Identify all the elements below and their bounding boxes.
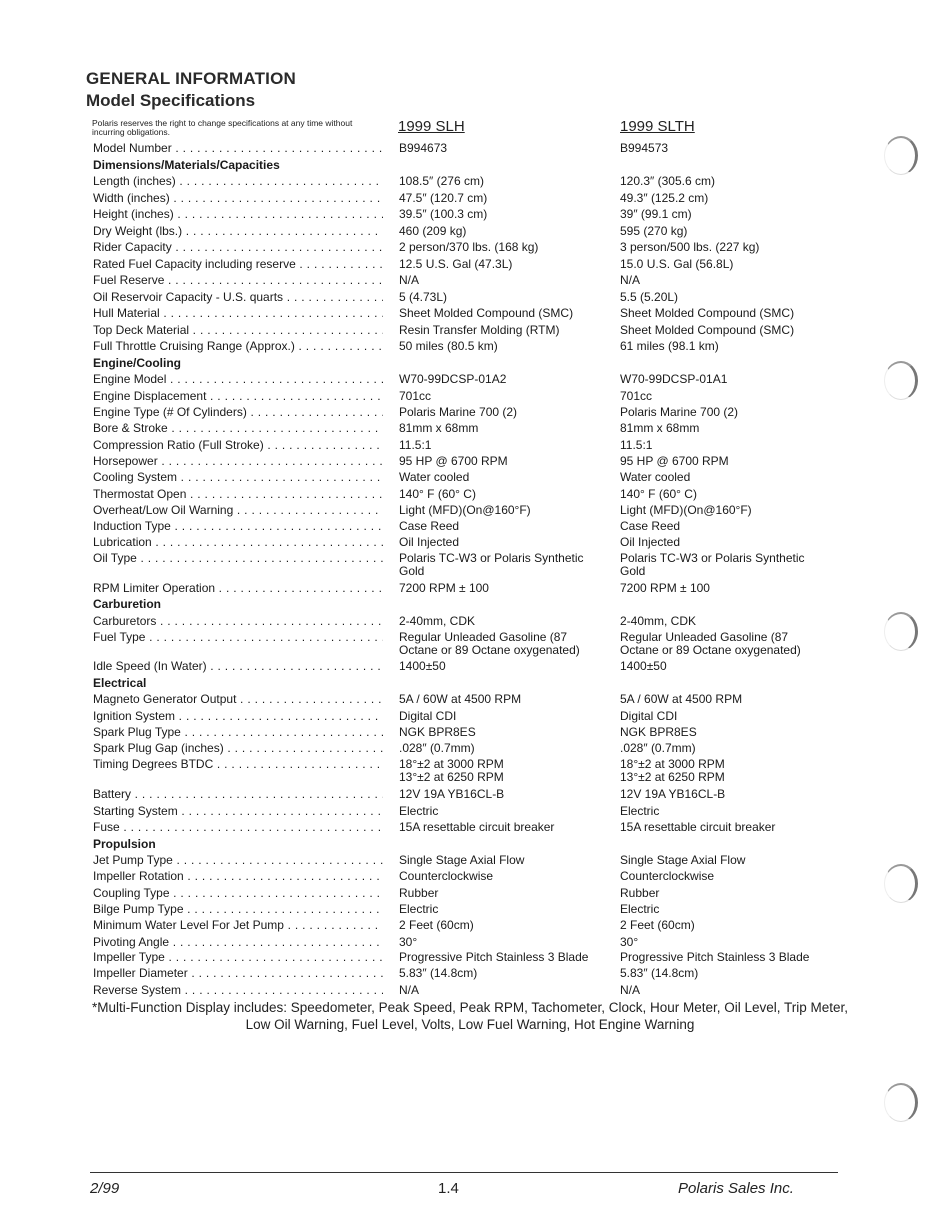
- spec-value-slh: 50 miles (80.5 km): [399, 339, 498, 353]
- spec-label: Induction Type . . .: [93, 520, 383, 533]
- spec-label: Pivoting Angle . . .: [93, 936, 383, 949]
- spec-value-slth: Electric: [620, 902, 660, 916]
- spec-value-slth: 30°: [620, 935, 639, 949]
- binder-hole: [884, 136, 918, 175]
- spec-value-slh: 95 HP @ 6700 RPM: [399, 454, 508, 468]
- section-heading: Carburetion: [93, 597, 162, 611]
- spec-label: Starting System . . .: [93, 805, 383, 818]
- spec-value-slth: .028″ (0.7mm): [620, 741, 696, 755]
- spec-value-slh: 5 (4.73L): [399, 290, 448, 304]
- spec-value-slth: 140° F (60° C): [620, 487, 697, 501]
- spec-value-slh: Resin Transfer Molding (RTM): [399, 323, 560, 337]
- spec-value-slh: Polaris Marine 700 (2): [399, 405, 518, 419]
- spec-value-slh: 47.5″ (120.7 cm): [399, 191, 488, 205]
- spec-label: Top Deck Material . . .: [93, 324, 383, 337]
- spec-value-slth: 7200 RPM ± 100: [620, 581, 710, 595]
- spec-value-slth: Water cooled: [620, 470, 691, 484]
- spec-value-slh: .028″ (0.7mm): [399, 741, 475, 755]
- spec-label: RPM Limiter Operation . . .: [93, 582, 383, 595]
- spec-value-slh: N/A: [399, 983, 420, 997]
- spec-label: Full Throttle Cruising Range (Approx.) . . .: [93, 340, 383, 353]
- spec-value-slh: 2 Feet (60cm): [399, 918, 474, 932]
- spec-value-slh: Water cooled: [399, 470, 470, 484]
- spec-label: Length (inches) . . .: [93, 175, 383, 188]
- spec-label: Timing Degrees BTDC . . .: [93, 758, 383, 771]
- spec-value-slth: 11.5:1: [620, 438, 653, 452]
- binder-hole: [884, 612, 918, 651]
- spec-value-slth: Single Stage Axial Flow: [620, 853, 746, 867]
- spec-value-slh: NGK BPR8ES: [399, 725, 476, 739]
- spec-label: Bore & Stroke . . .: [93, 422, 383, 435]
- section-heading: Electrical: [93, 676, 147, 690]
- spec-label: Reverse System . . .: [93, 984, 383, 997]
- spec-value-slth: Electric: [620, 804, 660, 818]
- spec-value-slth: 2 Feet (60cm): [620, 918, 695, 932]
- binder-hole: [884, 864, 918, 903]
- spec-label: Fuel Reserve . . .: [93, 274, 383, 287]
- spec-value-slh: 18°±2 at 3000 RPM 13°±2 at 6250 RPM: [399, 757, 504, 784]
- spec-value-slh: Electric: [399, 804, 439, 818]
- spec-value-slh: 12V 19A YB16CL-B: [399, 787, 505, 801]
- spec-value-slh: 15A resettable circuit breaker: [399, 820, 555, 834]
- spec-label: Height (inches) . . .: [93, 208, 383, 221]
- footer-company: Polaris Sales Inc.: [678, 1180, 794, 1197]
- spec-value-slh: B994673: [399, 141, 448, 155]
- spec-value-slth: 12V 19A YB16CL-B: [620, 787, 726, 801]
- spec-label: Width (inches) . . .: [93, 192, 383, 205]
- spec-value-slth: Polaris Marine 700 (2): [620, 405, 739, 419]
- spec-value-slth: 5.5 (5.20L): [620, 290, 679, 304]
- spec-value-slh: 2-40mm, CDK: [399, 614, 476, 628]
- spec-value-slth: 39″ (99.1 cm): [620, 207, 692, 221]
- spec-value-slth: Case Reed: [620, 519, 681, 533]
- spec-value-slh: 12.5 U.S. Gal (47.3L): [399, 257, 513, 271]
- disclaimer: Polaris reserves the right to change specifications at any time without incurring obligations.: [92, 118, 353, 137]
- spec-value-slth: B994573: [620, 141, 669, 155]
- spec-value-slh: 140° F (60° C): [399, 487, 476, 501]
- column-header-slth: 1999 SLTH: [620, 118, 695, 135]
- page-subtitle: Model Specifications: [86, 91, 256, 110]
- section-heading: Engine/Cooling: [93, 356, 181, 370]
- spec-value-slth: Sheet Molded Compound (SMC): [620, 306, 795, 320]
- spec-label: Coupling Type . . .: [93, 887, 383, 900]
- spec-value-slth: Progressive Pitch Stainless 3 Blade: [620, 950, 810, 964]
- section-title: GENERAL INFORMATION: [86, 69, 296, 88]
- spec-label: Ignition System . . .: [93, 710, 383, 723]
- spec-value-slth: 15.0 U.S. Gal (56.8L): [620, 257, 734, 271]
- spec-value-slh: Polaris TC-W3 or Polaris Synthetic Gold: [399, 551, 584, 578]
- spec-label: Oil Type . . .: [93, 552, 383, 565]
- spec-label: Impeller Type . . .: [93, 951, 383, 964]
- spec-value-slh: 39.5″ (100.3 cm): [399, 207, 488, 221]
- spec-value-slh: Oil Injected: [399, 535, 460, 549]
- spec-value-slth: NGK BPR8ES: [620, 725, 697, 739]
- spec-value-slth: W70-99DCSP-01A1: [620, 372, 728, 386]
- spec-label: Battery . . .: [93, 788, 383, 801]
- section-heading: Dimensions/Materials/Capacities: [93, 158, 280, 172]
- spec-label: Idle Speed (In Water) . . .: [93, 660, 383, 673]
- spec-label: Overheat/Low Oil Warning . . .: [93, 504, 383, 517]
- spec-value-slth: Regular Unleaded Gasoline (87 Octane or 89 Octane oxygenated): [620, 630, 801, 657]
- binder-hole: [884, 361, 918, 400]
- spec-label: Thermostat Open . . .: [93, 488, 383, 501]
- spec-label: Hull Material . . .: [93, 307, 383, 320]
- spec-value-slth: N/A: [620, 983, 641, 997]
- spec-label: Compression Ratio (Full Stroke) . . .: [93, 439, 383, 452]
- spec-value-slh: Regular Unleaded Gasoline (87 Octane or 89 Octane oxygenated): [399, 630, 580, 657]
- footnote: *Multi-Function Display includes: Speedometer, Peak Speed, Peak RPM, Tachometer, Clock, Hour Meter, Oil Level, Trip Meter, Low Oil Warning, Fuel Level, Volts, Low Fuel Warning, Hot Engine Warning: [91, 1000, 849, 1032]
- spec-value-slth: 595 (270 kg): [620, 224, 688, 238]
- spec-value-slth: 120.3″ (305.6 cm): [620, 174, 715, 188]
- spec-label: Oil Reservoir Capacity - U.S. quarts . . .: [93, 291, 383, 304]
- spec-label: Bilge Pump Type . . .: [93, 903, 383, 916]
- footer-date: 2/99: [90, 1180, 120, 1197]
- spec-value-slth: Rubber: [620, 886, 660, 900]
- spec-label: Model Number . . .: [93, 142, 383, 155]
- footer-rule: [90, 1172, 838, 1173]
- spec-label: Fuel Type . . .: [93, 631, 383, 644]
- spec-value-slh: 1400±50: [399, 659, 446, 673]
- spec-value-slh: 460 (209 kg): [399, 224, 467, 238]
- spec-value-slh: 81mm x 68mm: [399, 421, 479, 435]
- spec-value-slh: 5.83″ (14.8cm): [399, 966, 478, 980]
- spec-value-slh: 2 person/370 lbs. (168 kg): [399, 240, 539, 254]
- spec-label: Minimum Water Level For Jet Pump . . .: [93, 919, 383, 932]
- section-heading: Propulsion: [93, 837, 156, 851]
- spec-value-slth: 95 HP @ 6700 RPM: [620, 454, 729, 468]
- spec-label: Engine Model . . .: [93, 373, 383, 386]
- spec-label: Impeller Rotation . . .: [93, 870, 383, 883]
- spec-value-slh: Light (MFD)(On@160°F): [399, 503, 531, 517]
- spec-value-slh: 108.5″ (276 cm): [399, 174, 484, 188]
- spec-value-slth: 49.3″ (125.2 cm): [620, 191, 709, 205]
- spec-value-slth: 15A resettable circuit breaker: [620, 820, 776, 834]
- spec-value-slth: 5A / 60W at 4500 RPM: [620, 692, 743, 706]
- column-header-slh: 1999 SLH: [398, 118, 465, 135]
- spec-value-slh: Counterclockwise: [399, 869, 494, 883]
- spec-value-slh: Case Reed: [399, 519, 460, 533]
- spec-value-slth: Oil Injected: [620, 535, 681, 549]
- spec-label: Horsepower . . .: [93, 455, 383, 468]
- spec-value-slth: 18°±2 at 3000 RPM 13°±2 at 6250 RPM: [620, 757, 725, 784]
- spec-value-slth: 3 person/500 lbs. (227 kg): [620, 240, 760, 254]
- spec-label: Carburetors . . .: [93, 615, 383, 628]
- spec-label: Rated Fuel Capacity including reserve . . .: [93, 258, 383, 271]
- spec-value-slh: Sheet Molded Compound (SMC): [399, 306, 574, 320]
- spec-value-slth: Polaris TC-W3 or Polaris Synthetic Gold: [620, 551, 805, 578]
- spec-label: Spark Plug Gap (inches) . . .: [93, 742, 383, 755]
- spec-value-slth: 81mm x 68mm: [620, 421, 700, 435]
- page-number: 1.4: [438, 1180, 459, 1197]
- spec-value-slh: N/A: [399, 273, 420, 287]
- spec-label: Cooling System . . .: [93, 471, 383, 484]
- binder-hole: [884, 1083, 918, 1122]
- spec-label: Fuse . . .: [93, 821, 383, 834]
- spec-label: Magneto Generator Output . . .: [93, 693, 383, 706]
- spec-value-slth: 2-40mm, CDK: [620, 614, 697, 628]
- spec-value-slh: 30°: [399, 935, 418, 949]
- spec-label: Lubrication . . .: [93, 536, 383, 549]
- spec-label: Rider Capacity . . .: [93, 241, 383, 254]
- spec-value-slh: Rubber: [399, 886, 439, 900]
- spec-label: Jet Pump Type . . .: [93, 854, 383, 867]
- spec-value-slth: 5.83″ (14.8cm): [620, 966, 699, 980]
- spec-label: Impeller Diameter . . .: [93, 967, 383, 980]
- spec-value-slh: Single Stage Axial Flow: [399, 853, 525, 867]
- spec-label: Engine Type (# Of Cylinders) . . .: [93, 406, 383, 419]
- spec-value-slh: 11.5:1: [399, 438, 432, 452]
- spec-value-slth: 61 miles (98.1 km): [620, 339, 719, 353]
- spec-value-slth: N/A: [620, 273, 641, 287]
- spec-value-slth: 1400±50: [620, 659, 667, 673]
- spec-value-slth: Digital CDI: [620, 709, 678, 723]
- spec-value-slh: 701cc: [399, 389, 432, 403]
- spec-value-slth: Sheet Molded Compound (SMC): [620, 323, 795, 337]
- spec-value-slh: Electric: [399, 902, 439, 916]
- spec-value-slth: 701cc: [620, 389, 653, 403]
- spec-value-slh: Progressive Pitch Stainless 3 Blade: [399, 950, 589, 964]
- spec-value-slth: Counterclockwise: [620, 869, 715, 883]
- spec-value-slh: 5A / 60W at 4500 RPM: [399, 692, 522, 706]
- spec-value-slh: 7200 RPM ± 100: [399, 581, 489, 595]
- spec-value-slh: W70-99DCSP-01A2: [399, 372, 507, 386]
- spec-label: Dry Weight (lbs.) . . .: [93, 225, 383, 238]
- spec-value-slh: Digital CDI: [399, 709, 457, 723]
- spec-value-slth: Light (MFD)(On@160°F): [620, 503, 752, 517]
- spec-label: Engine Displacement . . .: [93, 390, 383, 403]
- spec-label: Spark Plug Type . . .: [93, 726, 383, 739]
